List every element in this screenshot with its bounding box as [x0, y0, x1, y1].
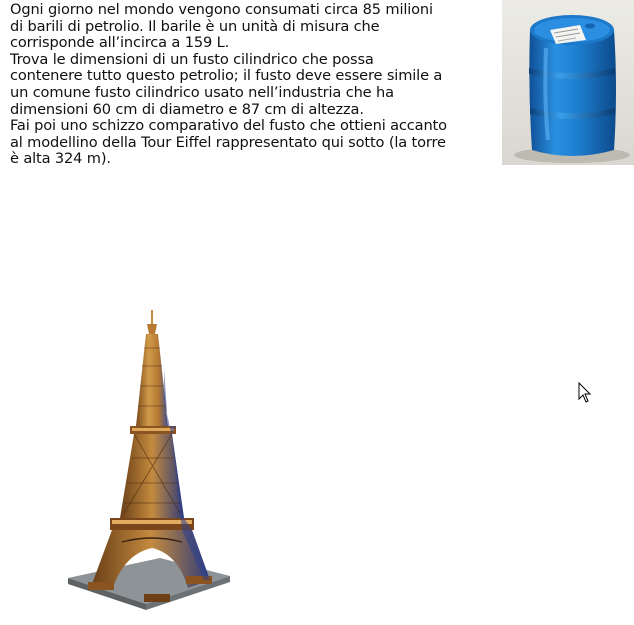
barrel-illustration — [502, 0, 634, 165]
problem-line: Trova le dimensioni di un fusto cilindrico che possa — [10, 50, 374, 68]
arrow-cursor-icon — [578, 382, 592, 404]
mouse-cursor — [578, 382, 592, 404]
eiffel-tower-model-image — [60, 308, 235, 616]
problem-line: un comune fusto cilindrico usato nell’industria che ha — [10, 83, 394, 101]
eiffel-tower-illustration — [60, 308, 235, 616]
problem-line: corrisponde all’incirca a 159 L. — [10, 34, 230, 52]
problem-text — [10, 2, 498, 168]
barrel-photo — [502, 0, 634, 165]
problem-line: Ogni giorno nel mondo vengono consumati circa 85 milioni — [10, 1, 433, 18]
problem-line: è alta 324 m). — [10, 150, 111, 168]
problem-line: Fai poi uno schizzo comparativo del fusto che ottieni accanto — [10, 117, 447, 135]
problem-line: al modellino della Tour Eiffel rappresentato qui sotto (la torre — [10, 133, 446, 151]
problem-line: contenere tutto questo petrolio; il fusto deve essere simile a — [10, 67, 443, 85]
problem-line: di barili di petrolio. Il barile è un unità di misura che — [10, 17, 380, 35]
problem-line: dimensioni 60 cm di diametro e 87 cm di altezza. — [10, 100, 364, 118]
